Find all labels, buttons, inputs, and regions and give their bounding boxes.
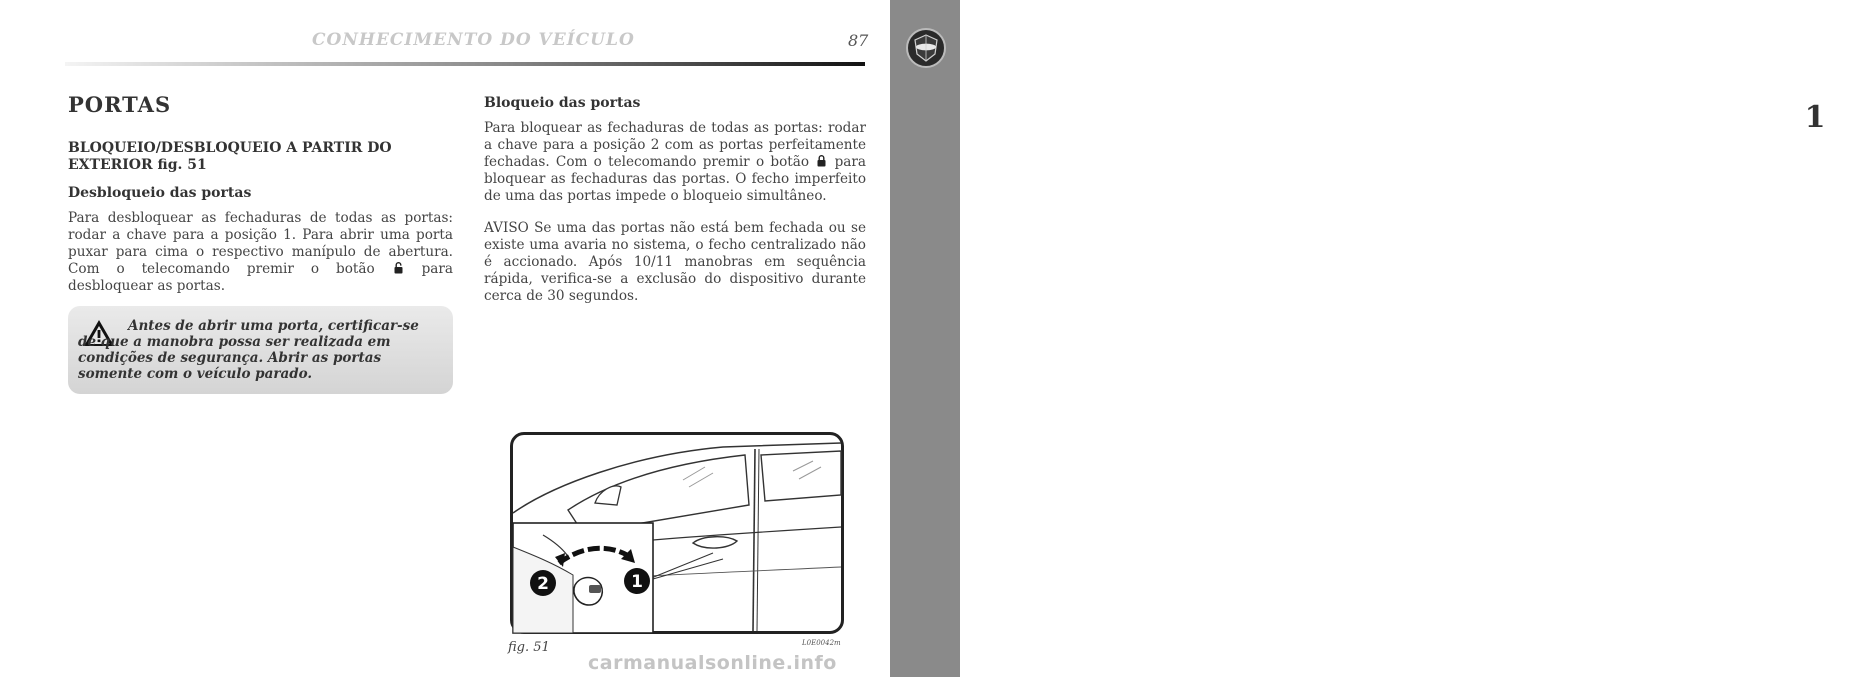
figure-caption: fig. 51 [508, 640, 550, 655]
paragraph-bloqueio [484, 120, 866, 205]
paragraph-bloqueio-part2: para bloquear as fechaduras das portas. O fecho imperfeito de uma das portas impede o bloqueio simultâneo. [484, 154, 866, 204]
figure-code: L0E0042m [802, 639, 841, 647]
chapter-sidebar [890, 0, 1826, 677]
warning-text: Antes de abrir uma porta, certificar-se de que a manobra possa ser realizada em condições de segurança. Abrir as portas somente com o veículo parado. [78, 318, 419, 382]
callout-2: 2 [537, 574, 549, 594]
padlock-closed-icon [817, 155, 826, 167]
page-header-title: CONHECIMENTO DO VEÍCULO [312, 30, 635, 50]
footer-watermark: carmanualsonline.info [588, 652, 837, 674]
section-heading-portas: PORTAS [68, 92, 172, 117]
chapter-number: 1 [1804, 100, 1826, 135]
title-desbloqueio: Desbloqueio das portas [68, 185, 252, 201]
subheading-bloqueio-exterior: BLOQUEIO/DESBLOQUEIO A PARTIR DO EXTERIOR fig. 51 [68, 140, 392, 173]
lancia-shield-logo-icon [906, 28, 946, 68]
car-door-illustration [513, 435, 841, 631]
paragraph-bloqueio-part1: Para bloquear as fechaduras de todas as portas: rodar a chave para a posição 2 com as portas perfeitamente fechadas. Com o telecomando premir o botão [484, 120, 866, 170]
paragraph-desbloqueio-part1: Para desbloquear as fechaduras de todas as portas: rodar a chave para a posição 1. Para abrir uma porta puxar para cima o respectivo manípulo de abertura. Com o telecomando premir o botão [68, 210, 453, 277]
warning-box [68, 306, 453, 394]
title-bloqueio: Bloqueio das portas [484, 95, 641, 111]
padlock-open-icon [394, 262, 403, 274]
chapter-tab[interactable] [1780, 94, 1850, 142]
callout-1: 1 [631, 572, 643, 592]
paragraph-desbloqueio [68, 210, 453, 295]
paragraph-desbloqueio-part2: para desbloquear as portas. [68, 261, 453, 294]
door-lock-figure [510, 432, 844, 634]
header-rule [65, 62, 865, 66]
paragraph-aviso: AVISO Se uma das portas não está bem fechada ou se existe uma avaria no sistema, o fecho centralizado não é accionado. Após 10/11 manobras em sequência rápida, verifica-se a exclusão do dispositivo durante cerca de 30 segundos. [484, 220, 866, 304]
page-number: 87 [848, 31, 869, 50]
